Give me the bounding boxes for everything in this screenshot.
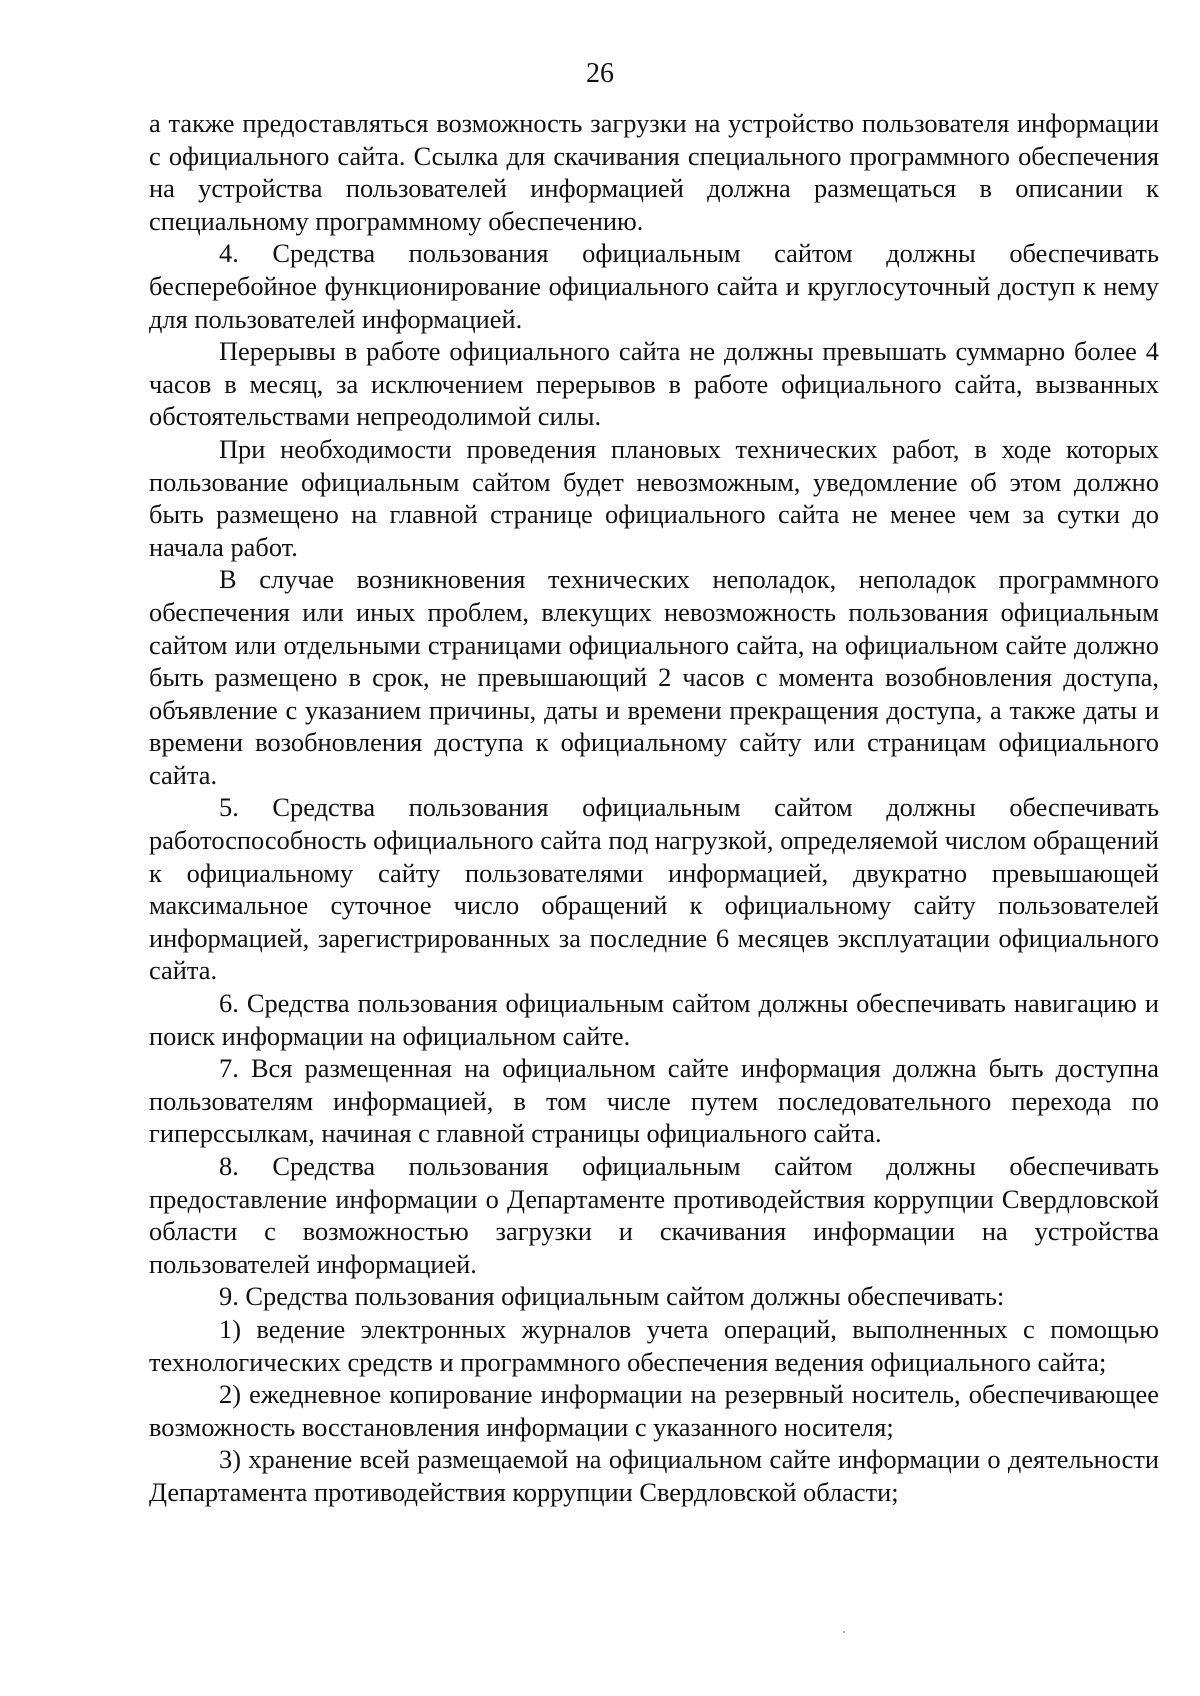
paragraph-item-6: 6. Средства пользования официальным сайтом должны обеспечивать навигацию и поиск информации на официальном сайте. (149, 988, 1159, 1051)
list-item-3: 3) хранение всей размещаемой на официальном сайте информации о деятельности Департамента противодействия коррупции Свердловской области; (149, 1444, 1159, 1507)
document-body (149, 107, 1159, 1509)
paragraph-item-9: 9. Средства пользования официальным сайтом должны обеспечивать: (219, 1281, 1005, 1312)
list-item-1: 1) ведение электронных журналов учета операций, выполненных с помощью технологических средств и программного обеспечения ведения официального сайта; (149, 1313, 1159, 1377)
paragraph-planned-works: При необходимости проведения плановых технических работ, в ходе которых пользование официальным сайтом будет невозможным, уведомление об этом должно быть размещено на главной странице официального сайта не менее чем за сутки до начала работ. (149, 433, 1159, 562)
paragraph-continuation: а также предоставляться возможность загрузки на устройство пользователя информации с официального сайта. Ссылка для скачивания специального программного обеспечения на устройства пользователей информацией должна размещаться в описании к специальному программному обеспечению. (149, 108, 1159, 236)
page-number: 26 (586, 58, 614, 89)
paragraph-technical-failures: В случае возникновения технических неполадок, неполадок программного обеспечения или иных проблем, влекущих невозможность пользования официальным сайтом или отдельными страницами официального сайта, на официальном сайте должно быть размещено в срок, не превышающий 2 часов с момента возобновления доступа, объявление с указанием причины, даты и времени прекращения доступа, а также даты и времени возобновления доступа к официальному сайту или страницам официального сайта. (149, 564, 1159, 790)
paragraph-item-5: 5. Средства пользования официальным сайтом должны обеспечивать работоспособность официального сайта под нагрузкой, определяемой числом обращений к официальному сайту пользователями информацией, двукратно превышающей максимальное суточное число обращений к официальному сайту пользователей информацией, зарегистрированных за последние 6 месяцев эксплуатации официального сайта. (149, 792, 1159, 986)
list-item-2: 2) ежедневное копирование информации на резервный носитель, обеспечивающее возможность восстановления информации с указанного носителя; (149, 1379, 1159, 1442)
paragraph-item-7: 7. Вся размещенная на официальном сайте информация должна быть доступна пользователям информацией, в том числе путем последовательного перехода по гиперссылкам, начиная с главной страницы официального сайта. (149, 1053, 1159, 1149)
paragraph-item-8: 8. Средства пользования официальным сайтом должны обеспечивать предоставление информации о Департаменте противодействия коррупции Свердловской области с возможностью загрузки и скачивания информации на устройства пользователей информацией. (149, 1151, 1159, 1279)
scan-speck (843, 1631, 845, 1633)
paragraph-item-4: 4. Средства пользования официальным сайтом должны обеспечивать бесперебойное функционирование официального сайта и круглосуточный доступ к нему для пользователей информацией. (149, 238, 1159, 334)
paragraph-interruptions: Перерывы в работе официального сайта не должны превышать суммарно более 4 часов в месяц, за исключением перерывов в работе официального сайта, вызванных обстоятельствами непреодолимой силы. (149, 336, 1159, 432)
